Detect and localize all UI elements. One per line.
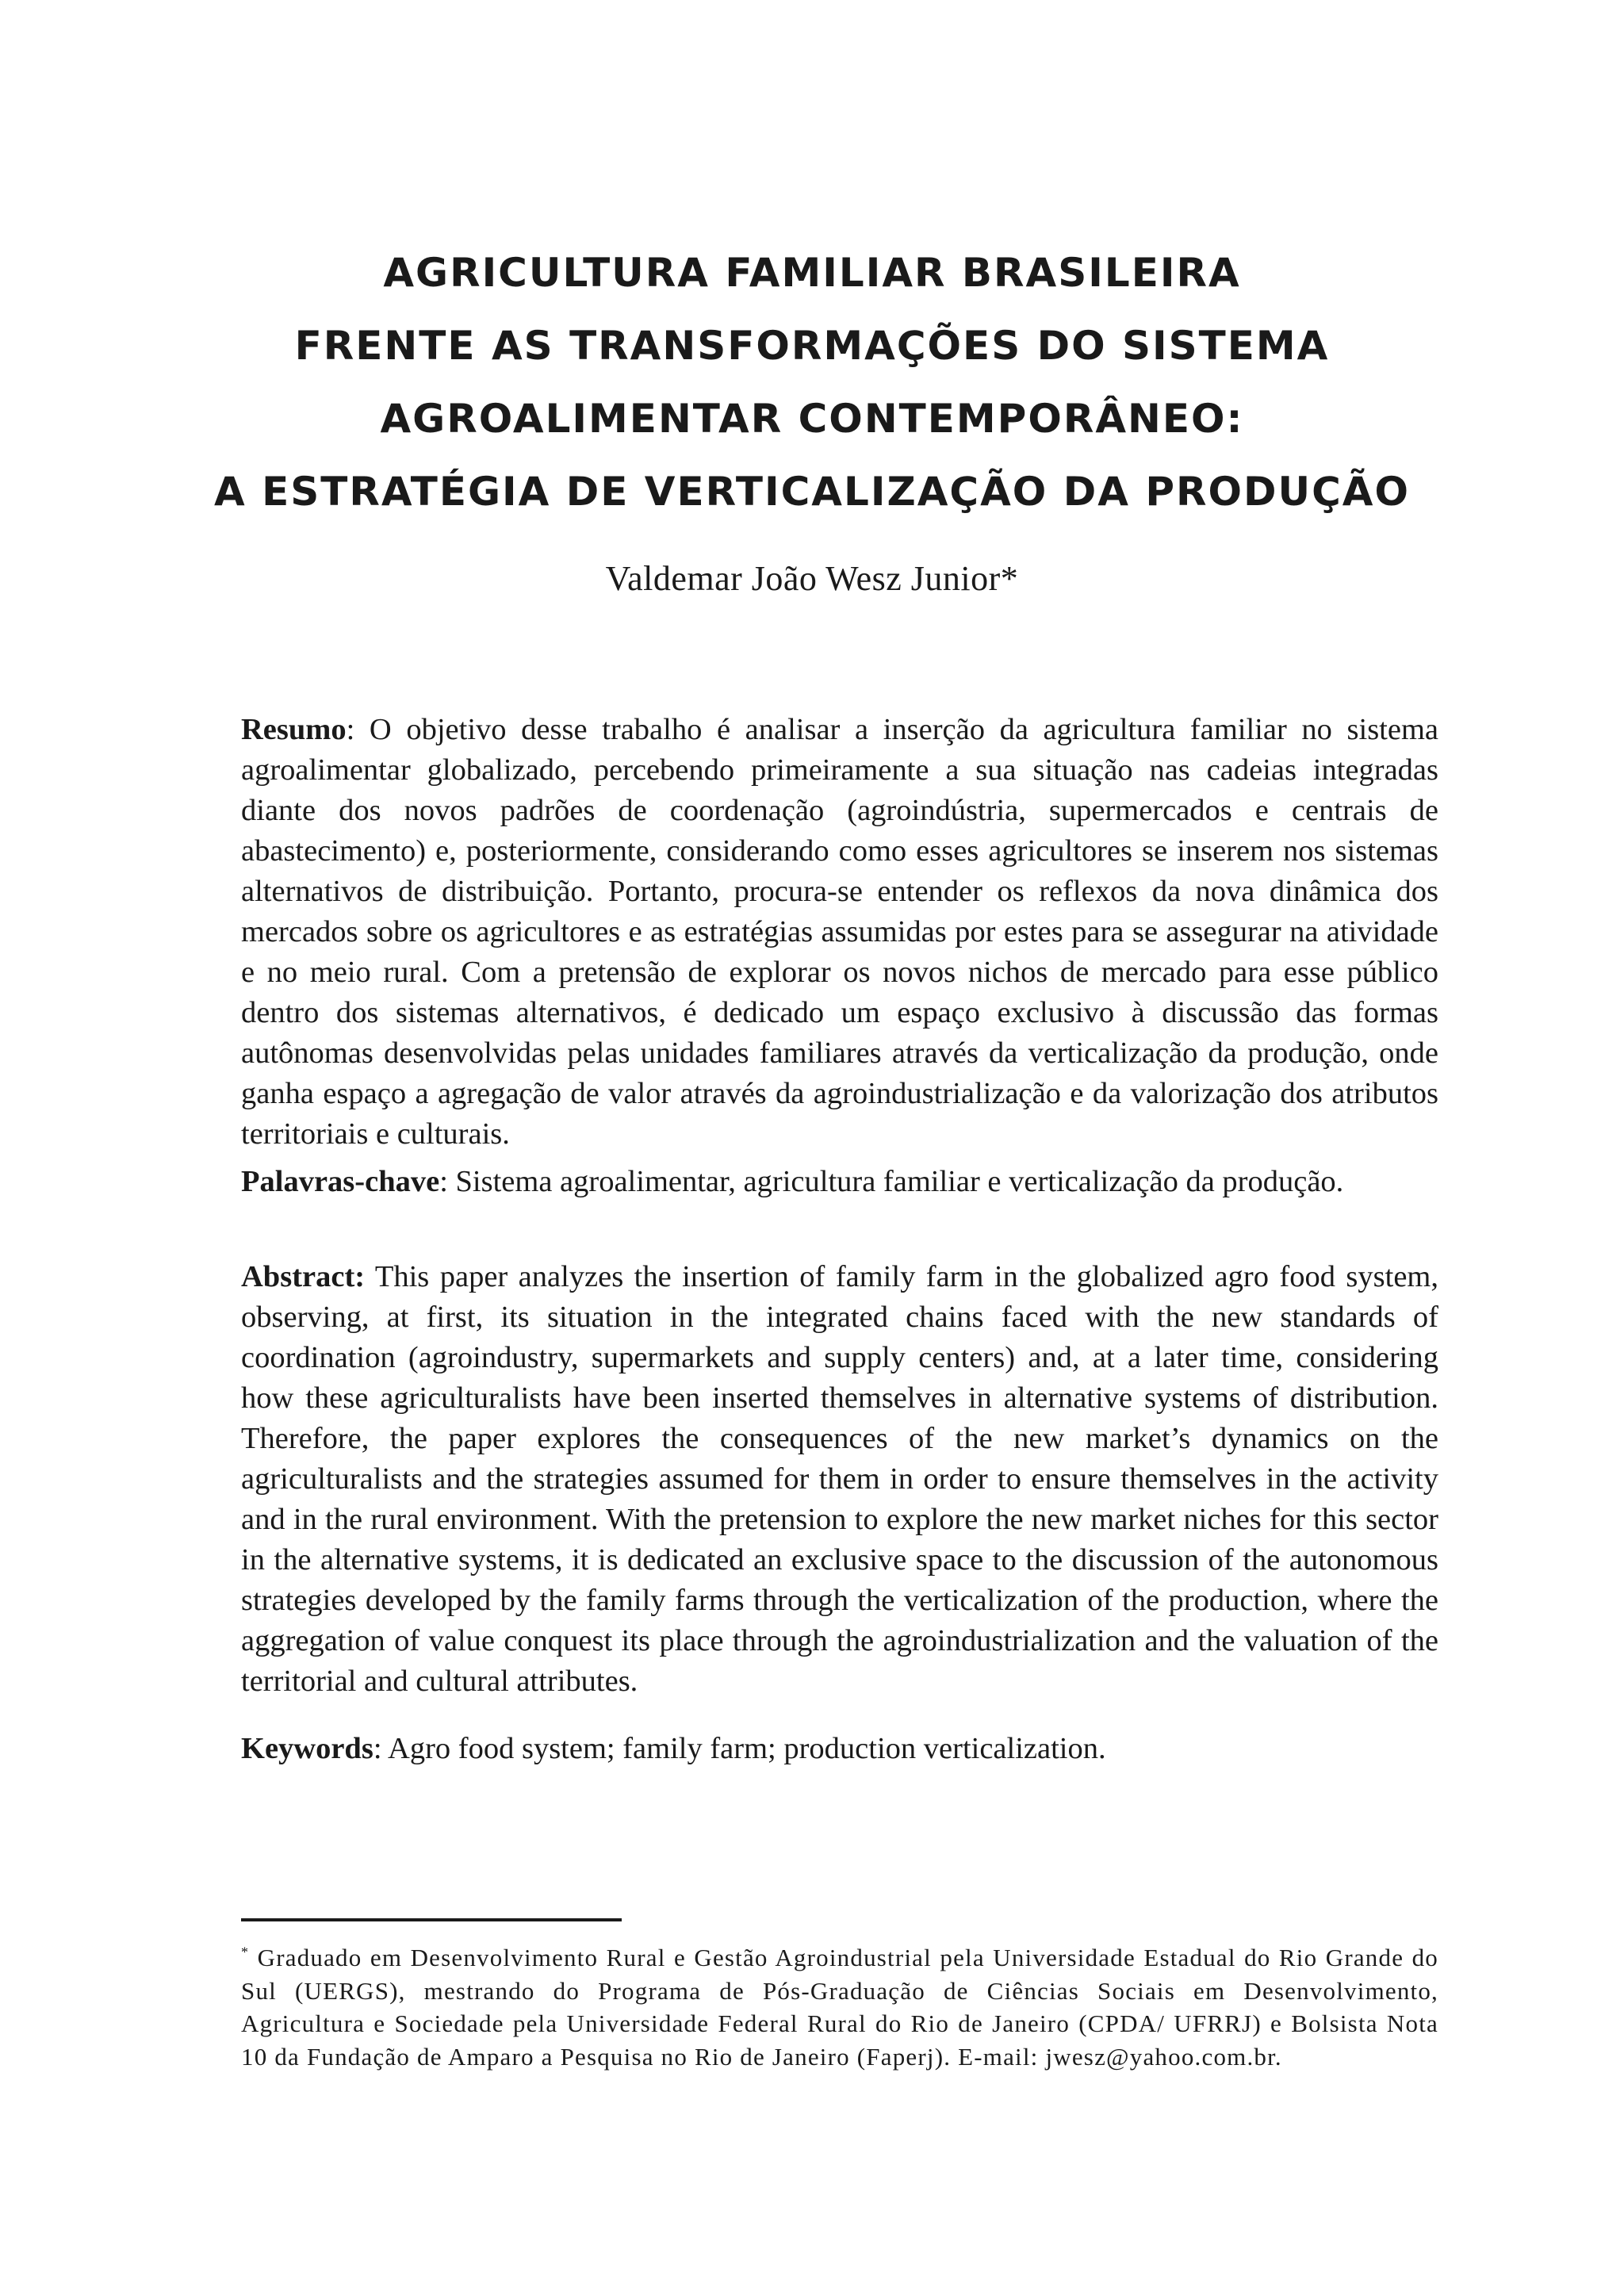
keywords-label: Keywords bbox=[241, 1732, 373, 1765]
footnote-text: Graduado em Desenvolvimento Rural e Gestão Agroindustrial pela Universidade Estadual do Rio Grande do Sul (UERGS), mestrando do Programa de Pós-Graduação de Ciências Sociais em Desenvolvimento, Agricultura e Sociedade pela Universidade Federal Rural do Rio de Janeiro (CPDA/ UFRRJ) e Bolsista Nota 10 da Fundação de Amparo a Pesquisa no Rio de Janeiro (Faperj). E-mail: jwesz@yahoo.com.br. bbox=[241, 1944, 1438, 2071]
abstract-text: This paper analyzes the insertion of family farm in the globalized agro food system, observing, at first, its situation in the integrated chains faced with the new standards of coordination (agroindustry, supermarkets and supply centers) and, at a later time, considering how these agriculturalists have been inserted themselves in alternative systems of distribution. Therefore, the paper explores the consequences of the new market’s dynamics on the agriculturalists and the strategies assumed for them in order to ensure themselves in the activity and in the rural environment. With the pretension to explore the new market niches for this sector in the alternative systems, it is dedicated an exclusive space to the discussion of the autonomous strategies developed by the family farms through the verticalization of the production, where the aggregation of value conquest its place through the agroindustrialization and the valuation of the territorial and cultural attributes. bbox=[241, 1260, 1438, 1698]
author-footnote bbox=[241, 1941, 1438, 2073]
keywords-text: : Agro food system; family farm; production verticalization. bbox=[373, 1732, 1106, 1765]
resumo-label: Resumo bbox=[241, 713, 347, 746]
footnote-divider bbox=[241, 1918, 622, 1921]
resumo-paragraph bbox=[241, 710, 1438, 1155]
palavras-chave-paragraph bbox=[241, 1162, 1438, 1202]
palavras-chave-label: Palavras-chave bbox=[241, 1165, 440, 1198]
resumo-text: : O objetivo desse trabalho é analisar a inserção da agricultura familiar no sistema agroalimentar globalizado, percebendo primeiramente a sua situação nas cadeias integradas diante dos novos padrões de coordenação (agroindústria, supermercados e centrais de abastecimento) e, posteriormente, considerando como esses agricultores se inserem nos sistemas alternativos de distribuição. Portanto, procura-se entender os reflexos da nova dinâmica dos mercados sobre os agricultores e as estratégias assumidas por estes para se assegurar na atividade e no meio rural. Com a pretensão de explorar os novos nichos de mercado para esse público dentro dos sistemas alternativos, é dedicado um espaço exclusivo à discussão das formas autônomas desenvolvidas pelas unidades familiares através da verticalização da produção, onde ganha espaço a agregação de valor através da agroindustrialização e da valorização dos atributos territoriais e culturais. bbox=[241, 713, 1438, 1151]
paper-title bbox=[159, 236, 1465, 528]
title-line-3: AGROALIMENTAR CONTEMPORÂNEO: bbox=[380, 396, 1244, 442]
author-name: Valdemar João Wesz Junior* bbox=[605, 559, 1019, 598]
title-line-4: A ESTRATÉGIA DE VERTICALIZAÇÃO DA PRODUÇÃO bbox=[214, 469, 1410, 515]
footnote-marker: * bbox=[241, 1944, 250, 1960]
abstract-label: Abstract: bbox=[241, 1260, 366, 1293]
abstract-paragraph bbox=[241, 1257, 1438, 1702]
palavras-chave-text: : Sistema agroalimentar, agricultura familiar e verticalização da produção. bbox=[439, 1165, 1344, 1198]
keywords-paragraph bbox=[241, 1729, 1438, 1769]
title-line-2: FRENTE AS TRANSFORMAÇÕES DO SISTEMA bbox=[294, 323, 1330, 369]
title-line-1: AGRICULTURA FAMILIAR BRASILEIRA bbox=[383, 250, 1241, 296]
